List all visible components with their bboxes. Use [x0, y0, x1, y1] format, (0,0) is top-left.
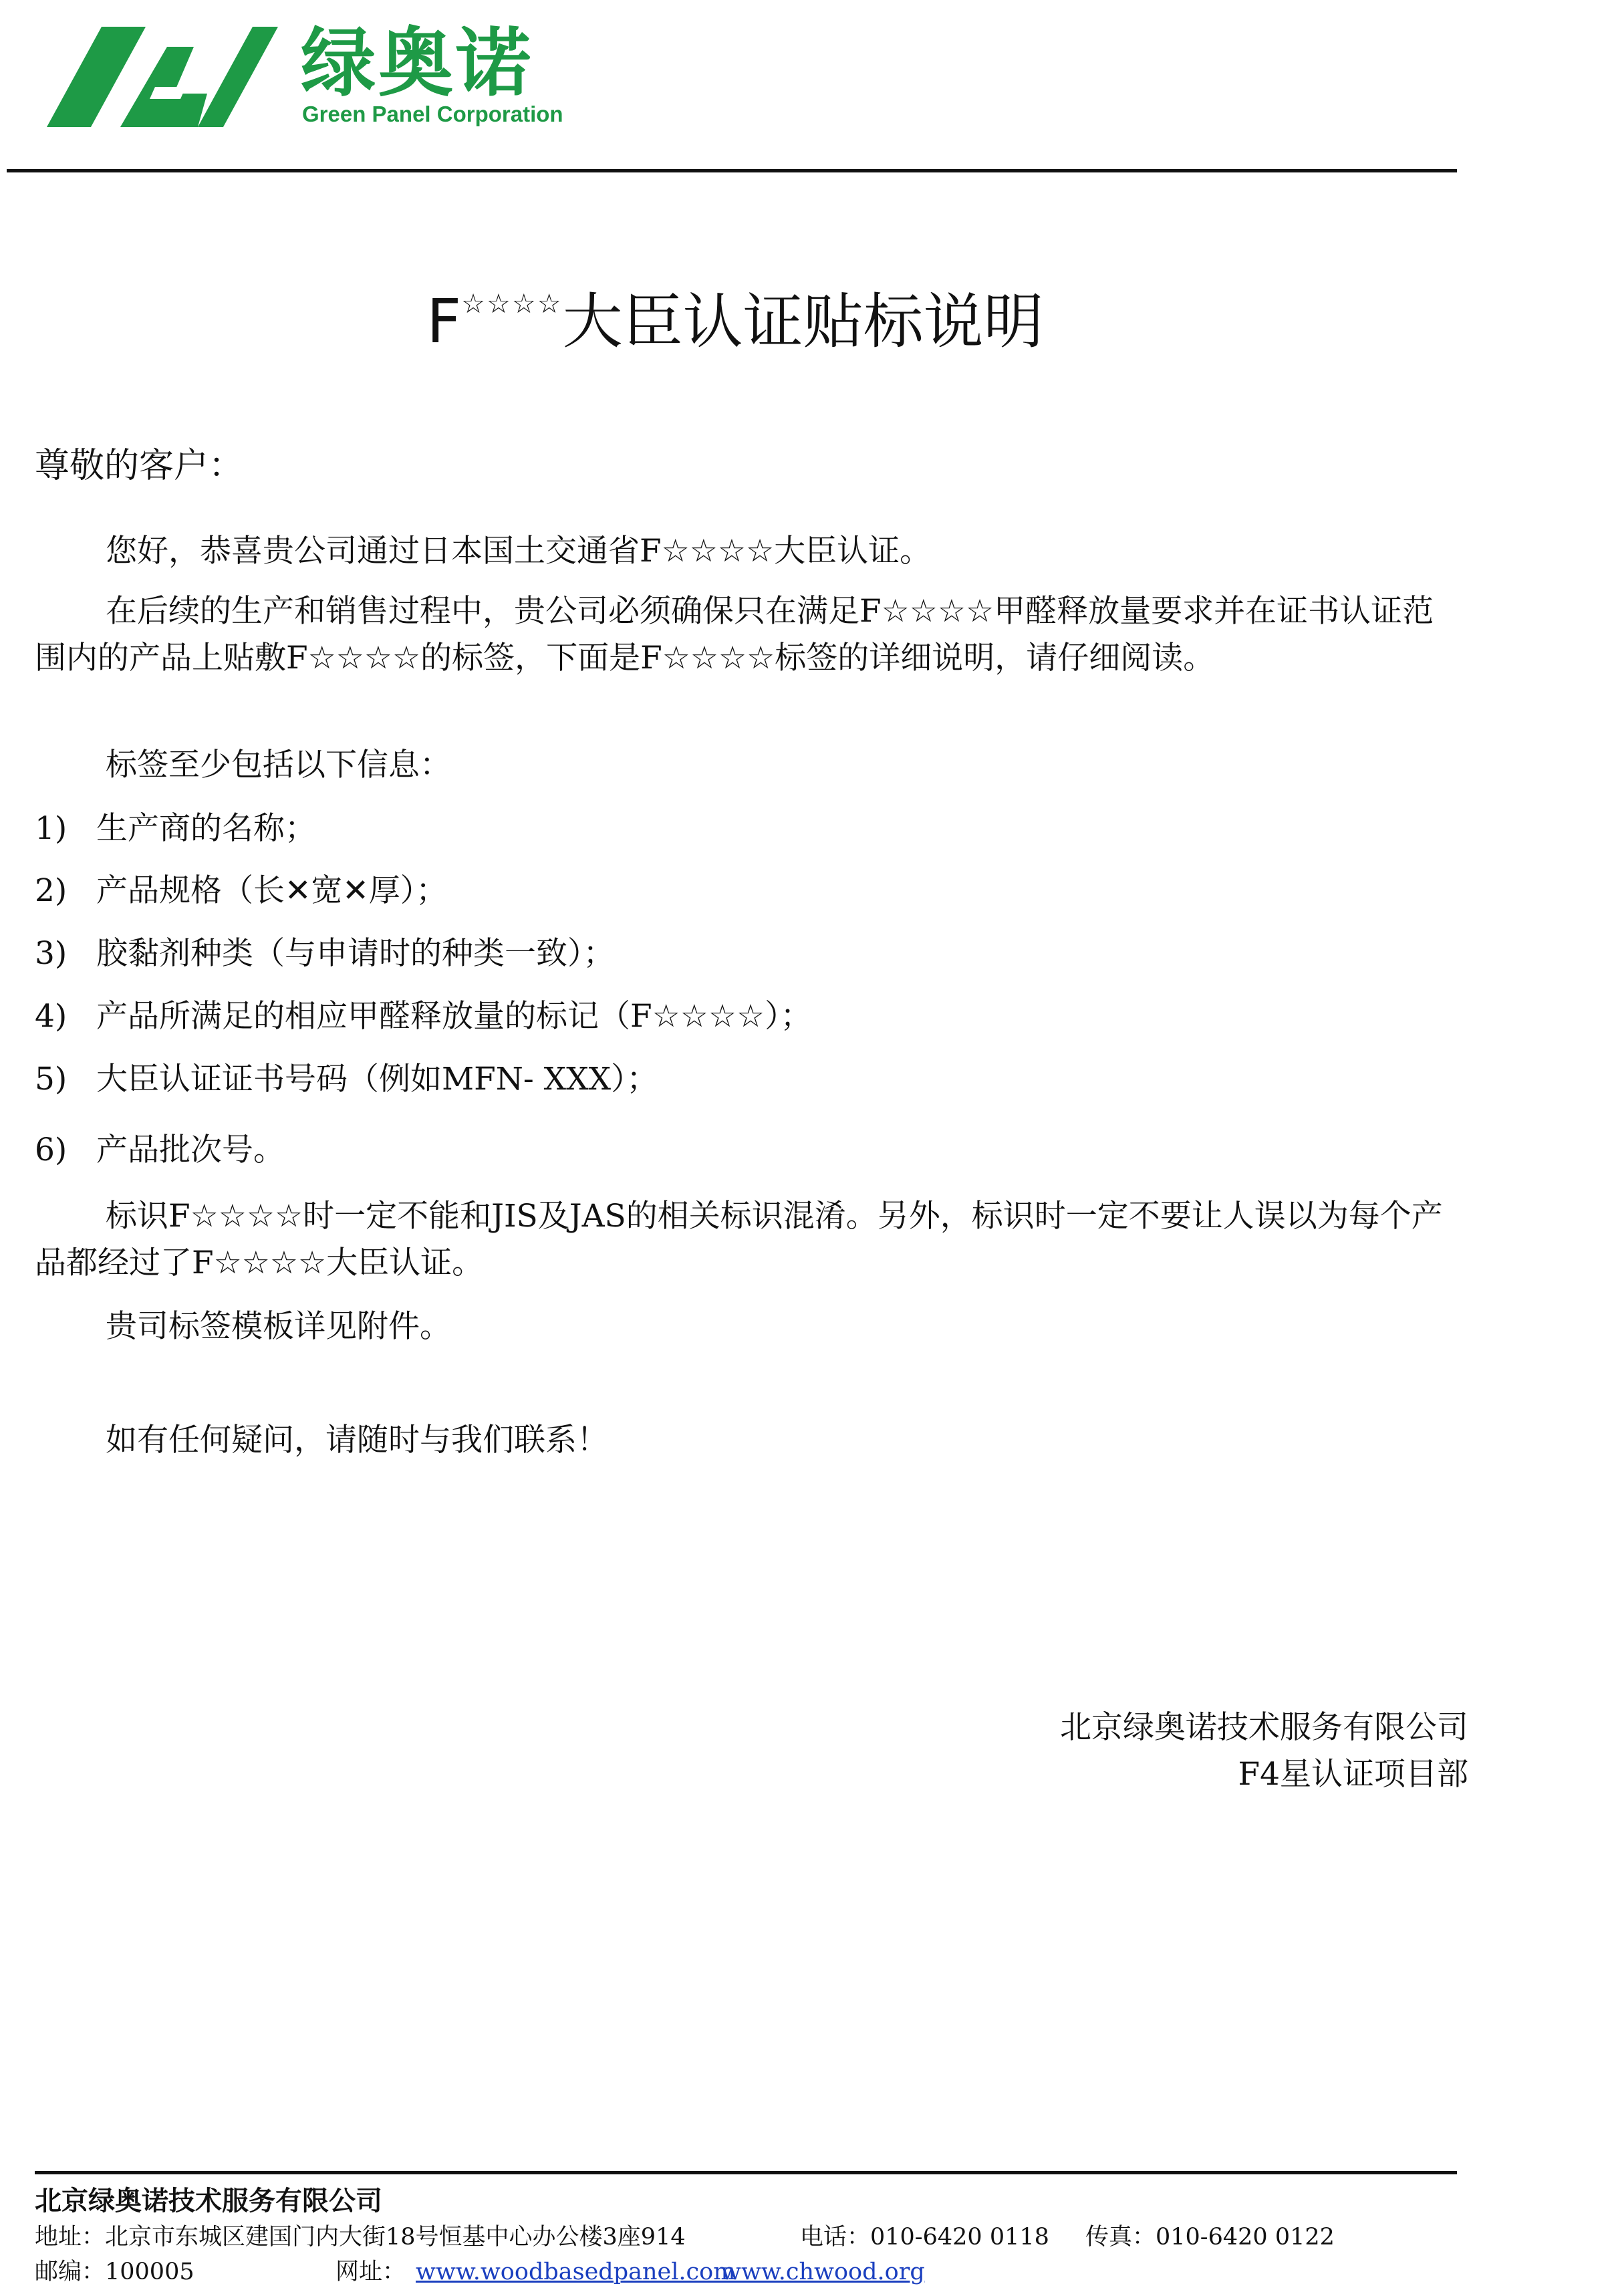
paragraph-template-note: 贵司标签模板详见附件。 — [106, 1308, 451, 1345]
list-item-number: 2) — [35, 872, 68, 909]
list-item-number: 1) — [35, 810, 68, 847]
list-item-text: 生产商的名称； — [96, 810, 316, 847]
header-divider — [7, 169, 1457, 172]
list-item — [35, 868, 447, 914]
title-text: 大臣认证贴标说明 — [562, 287, 1044, 357]
salutation: 尊敬的客户： — [35, 446, 244, 486]
signature-company: 北京绿奥诺技术服务有限公司 — [1060, 1709, 1468, 1746]
list-item-number: 6) — [35, 1132, 68, 1168]
list-item — [35, 993, 812, 1040]
footer-contact-block — [35, 2220, 1465, 2294]
list-item-number: 5) — [35, 1061, 68, 1098]
paragraph-label-intro: 标签至少包括以下信息： — [106, 747, 451, 783]
logo-english-name: Green Panel Corporation — [302, 102, 563, 126]
footer-company: 北京绿奥诺技术服务有限公司 — [35, 2186, 382, 2216]
company-logo — [40, 20, 575, 140]
footer-fax: 传真：010-6420 0122 — [1085, 2224, 1335, 2251]
logo-chinese-name: 绿奥诺 — [301, 20, 533, 107]
list-item — [35, 1127, 285, 1174]
title-stars: ☆☆☆☆ — [461, 289, 563, 320]
paragraph-labeling-note: 标识F☆☆☆☆时一定不能和JIS及JAS的相关标识混淆。另外，标识时一定不要让人误以为每个产品都经过了F☆☆☆☆大臣认证。 — [35, 1198, 1443, 1281]
footer-website-link-2[interactable]: www.chwood.org — [721, 2259, 925, 2285]
title-prefix: F — [426, 287, 462, 357]
list-item — [35, 1056, 658, 1103]
paragraph-greeting: 您好，恭喜贵公司通过日本国土交通省F☆☆☆☆大臣认证。 — [106, 533, 932, 569]
list-item-text: 产品规格（长✕宽✕厚）； — [96, 872, 448, 909]
footer-phone: 电话：010-6420 0118 — [800, 2224, 1049, 2251]
footer-website-link[interactable]: www.woodbasedpanel.com — [416, 2259, 736, 2285]
list-item-text: 产品批次号。 — [96, 1132, 285, 1168]
footer-website-label: 网址： — [336, 2259, 406, 2285]
paragraph-requirements: 在后续的生产和销售过程中，贵公司必须确保只在满足F☆☆☆☆甲醛释放量要求并在证书认证范围内的产品上贴敷F☆☆☆☆的标签，下面是F☆☆☆☆标签的详细说明，请仔细阅读。 — [35, 593, 1434, 676]
list-item-number: 4) — [35, 998, 68, 1035]
list-item — [35, 805, 316, 852]
logo-mark-icon — [40, 20, 281, 134]
list-item — [35, 930, 615, 977]
paragraph-contact: 如有任何疑问，请随时与我们联系！ — [106, 1422, 608, 1458]
list-item-text: 产品所满足的相应甲醛释放量的标记（F☆☆☆☆）； — [96, 998, 812, 1035]
list-item-text: 大臣认证证书号码（例如MFN- XXX）； — [96, 1061, 658, 1098]
signature-department: F4星认证项目部 — [1238, 1756, 1468, 1793]
footer-postcode: 邮编：100005 — [35, 2259, 194, 2285]
footer-divider — [35, 2171, 1457, 2174]
document-title — [0, 264, 1470, 362]
list-item-text: 胶黏剂种类（与申请时的种类一致）； — [96, 935, 615, 972]
footer-address: 地址：北京市东城区建国门内大街18号恒基中心办公楼3座914 — [35, 2224, 686, 2251]
list-item-number: 3) — [35, 935, 68, 972]
